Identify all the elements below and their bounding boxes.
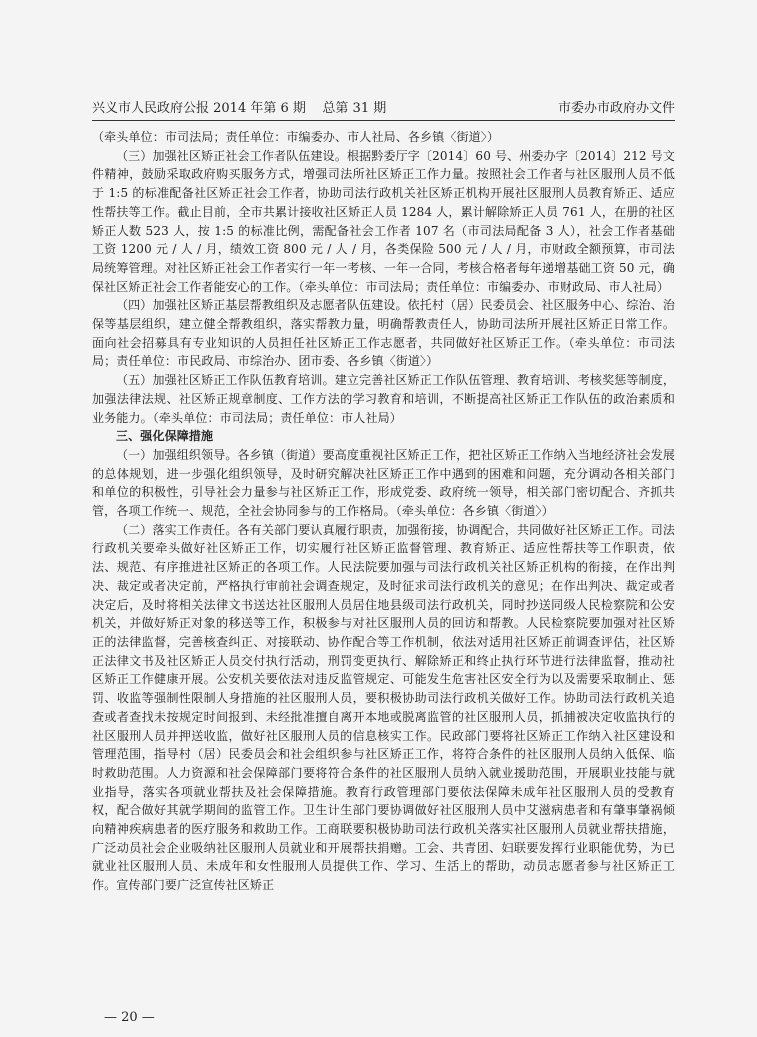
section-heading: 三、强化保障措施 [116,429,214,444]
header-section: 市委办市政府办文件 [557,101,675,116]
page-number: — 20 — [104,1010,155,1025]
paragraph-5: （五）加强社区矫正工作队伍教育培训。建立完善社区矫正工作队伍管理、教育培训、考核奖惩等制度，加强法律法规、社区矫正规章制度、工作方法的学习教育和培训，不断提高社区矫正工作队伍的政治素质和业务能力。（牵头单位：市司法局；责任单位：市人社局） [92,373,675,425]
header-publication: 兴义市人民政府公报 2014 年第 6 期 总第 31 期 [92,101,387,116]
document-body [92,128,675,895]
header-divider [92,120,675,121]
paragraph-4: （四）加强社区矫正基层帮教组织及志愿者队伍建设。依托村（居）民委员会、社区服务中心、综治、治保等基层组织，建立健全帮教组织，落实帮教力量，明确帮教责任人，协助司法所开展社区矫正日常工作。面向社会招募具有专业知识的人员担任社区矫正工作志愿者，共同做好社区矫正工作。（牵头单位：市司法局；责任单位：市民政局、市综治办、团市委、各乡镇〈街道〉） [92,298,675,369]
page-header [92,96,675,118]
paragraph-guarantee-2: （二）落实工作责任。各有关部门要认真履行职责，加强衔接，协调配合，共同做好社区矫正工作。司法行政机关要牵头做好社区矫正工作，切实履行社区矫正监督管理、教育矫正、适应性帮扶等工作职责，依法、规范、有序推进社区矫正的各项工作。人民法院要加强与司法行政机关社区矫正机构的衔接，在作出判决、裁定或者决定前，严格执行审前社会调查规定，及时征求司法行政机关的意见；在作出判决、裁定或者决定后，及时将相关法律文书送达社区服刑人员居住地县级司法行政机关，同时抄送同级人民检察院和公安机关，并做好矫正对象的移送等工作，积极参与对社区服刑人员的回访和帮教。人民检察院要加强对社区矫正的法律监督，完善核查纠正、对接联动、协作配合等工作机制，依法对适用社区矫正前调查评估，社区矫正法律文书及社区矫正人员交付执行活动，刑罚变更执行、解除矫正和终止执行环节进行法律监督，推动社区矫正工作健康开展。公安机关要依法对违反监管规定、可能发生危害社区安全行为以及需要采取制止、惩罚、收监等强制性限制人身措施的社区服刑人员，要积极协助司法行政机关做好工作。协助司法行政机关追查或者查找未按规定时间报到、未经批准擅自离开本地或脱离监管的社区服刑人员，抓捕被决定收监执行的社区服刑人员并押送收监，做好社区服刑人员的信息核实工作。民政部门要将社区矫正工作纳入社区建设和管理范围，指导村（居）民委员会和社会组织参与社区矫正工作，将符合条件的社区服刑人员纳入低保、临时救助范围。人力资源和社会保障部门要将符合条件的社区服刑人员纳入就业援助范围，开展职业技能与就业指导，落实各项就业帮扶及社会保障措施。教育行政管理部门要依法保障未成年社区服刑人员的受教育权，配合做好其就学期间的监管工作。卫生计生部门要协调做好社区服刑人员中艾滋病患者和有肇事肇祸倾向精神疾病患者的医疗服务和救助工作。工商联要积极协助司法行政机关落实社区服刑人员就业帮扶措施，广泛动员社会企业吸纳社区服刑人员就业和开展帮扶捐赠。工会、共青团、妇联要发挥行业职能优势，为已就业社区服刑人员、未成年和女性服刑人员提供工作、学习、生活上的帮助，动员志愿者参与社区矫正工作。宣传部门要广泛宣传社区矫正 [92,522,675,893]
paragraph-lead-units: （牵头单位：市司法局；责任单位：市编委办、市人社局、各乡镇〈街道〉） [92,130,500,144]
paragraph-3: （三）加强社区矫正社会工作者队伍建设。根据黔委厅字〔2014〕60 号、州委办字〔2014〕212 号文件精神，鼓励采取政府购买服务方式，增强司法所社区矫正工作力量。按照社会工作者与社区服刑人员不低于 1:5 的标准配备社区矫正社会工作者，协助司法行政机关社区矫正机构开展社区服刑人员教育矫正、适应性帮扶等工作。截止目前，全市共累计接收社区矫正人员 1284 人，累计解除矫正人员 761 人，在册的社区矫正人数 523 人，按 1:5 的标准比例，需配备社会工作者 107 名（市司法局配备 3 人），社会工作者基础工资 1200 元 / 人 / 月，绩效工资 800 元 / 人 / 月，各类保险 500 元 / 人 / 月，市财政全额预算，市司法局统筹管理。对社区矫正社会工作者实行一年一考核、一年一合同，考核合格者每年递增基础工资 50 元，确保社区矫正社会工作者能安心的工作。（牵头单位：市司法局；责任单位：市编委办、市财政局、市人社局） [92,148,675,294]
paragraph-guarantee-1: （一）加强组织领导。各乡镇（街道）要高度重视社区矫正工作，把社区矫正工作纳入当地经济社会发展的总体规划，进一步强化组织领导，及时研究解决社区矫正工作中遇到的困难和问题，充分调动各相关部门和单位的积极性，引导社会力量参与社区矫正工作，形成党委、政府统一领导，相关部门密切配合、齐抓共管，各项工作统一、规范，全社会协同参与的工作格局。（牵头单位：各乡镇〈街道〉） [92,447,675,519]
